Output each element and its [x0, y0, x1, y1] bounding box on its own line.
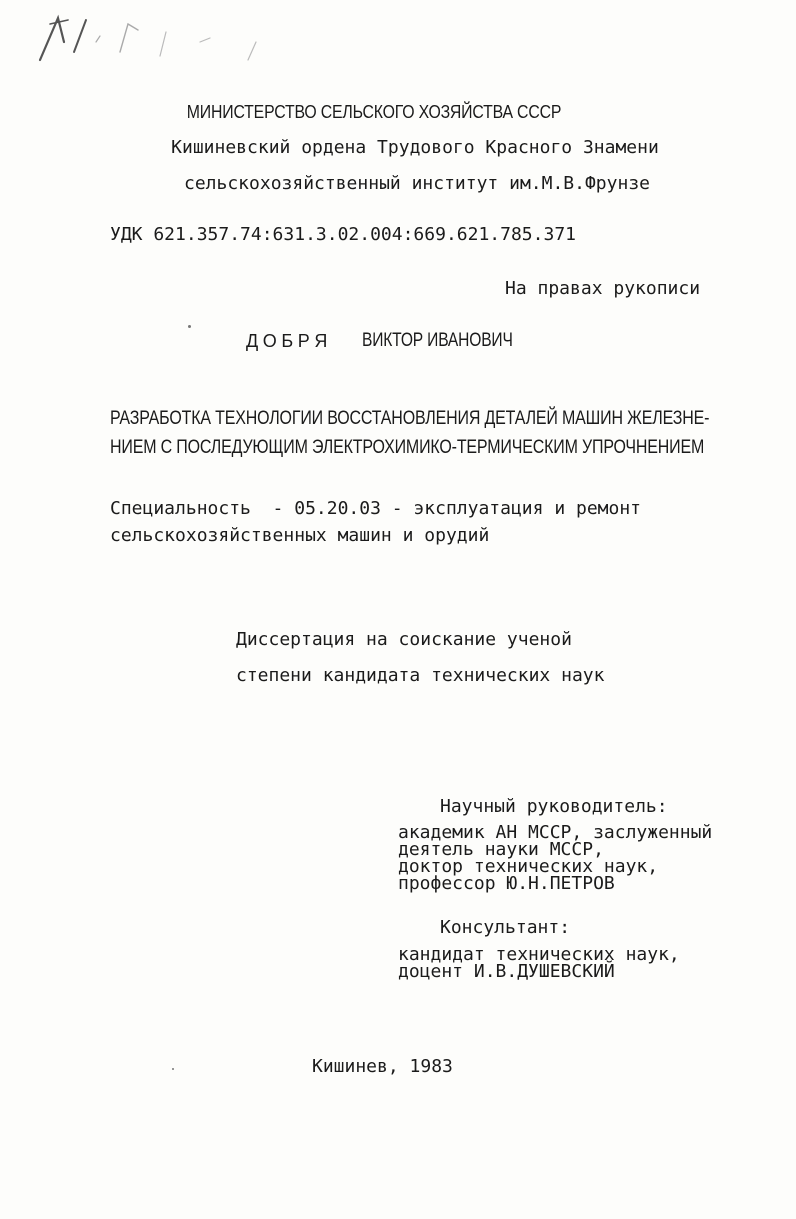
- udk-code: УДК 621.357.74:631.3.02.004:669.621.785.371: [110, 224, 576, 245]
- paper-speck: [172, 1068, 174, 1070]
- supervisor-line: профессор Ю.Н.ПЕТРОВ: [398, 873, 615, 894]
- author-surname: Д О Б Р Я: [246, 331, 328, 351]
- handwritten-mark-icon: [20, 12, 300, 82]
- consultant-line: кандидат технических наук,: [398, 944, 680, 965]
- supervisor-line: доктор технических наук,: [398, 856, 659, 877]
- paper-speck: [188, 325, 191, 328]
- institute-line-1: Кишиневский ордена Трудового Красного Знамени: [171, 137, 659, 158]
- dissertation-line-2: степени кандидата технических наук: [236, 665, 605, 686]
- consultant-line: доцент И.В.ДУШЕВСКИЙ: [398, 961, 615, 982]
- thesis-title-line-1: РАЗРАБОТКА ТЕХНОЛОГИИ ВОССТАНОВЛЕНИЯ ДЕТАЛЕЙ МАШИН ЖЕЛЕЗНЕ-: [110, 407, 710, 429]
- dissertation-line-1: Диссертация на соискание ученой: [236, 629, 572, 650]
- supervisor-line: академик АН МССР, заслуженный: [398, 822, 713, 843]
- specialty-line-2: сельскохозяйственных машин и орудий: [110, 525, 490, 546]
- institute-line-2: сельскохозяйственный институт им.М.В.Фрунзе: [184, 173, 650, 194]
- specialty-line-1: Специальность - 05.20.03 - эксплуатация и ремонт: [110, 498, 642, 519]
- supervisor-label: Научный руководитель:: [440, 796, 668, 817]
- place-and-year: Кишинев, 1983: [312, 1056, 453, 1077]
- consultant-label: Консультант:: [440, 917, 571, 938]
- rights-note: На правах рукописи: [505, 278, 701, 299]
- ministry-heading: МИНИСТЕРСТВО СЕЛЬСКОГО ХОЗЯЙСТВА СССР: [186, 102, 562, 122]
- thesis-title-line-2: НИЕМ С ПОСЛЕДУЮЩИМ ЭЛЕКТРОХИМИКО-ТЕРМИЧЕСКИМ УПРОЧНЕНИЕМ: [110, 436, 705, 458]
- author-given-names: ВИКТОР ИВАНОВИЧ: [362, 330, 513, 351]
- supervisor-line: деятель науки МССР,: [398, 839, 604, 860]
